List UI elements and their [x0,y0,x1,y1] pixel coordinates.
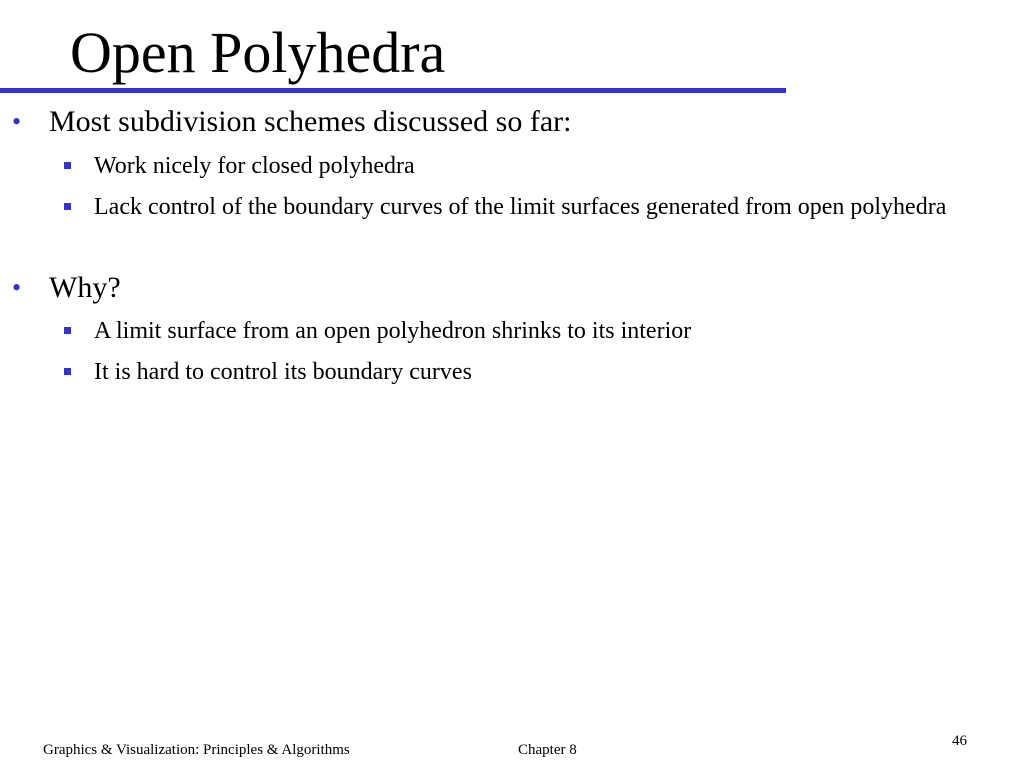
round-bullet-icon: • [12,107,22,136]
sub-bullet-item [94,149,969,183]
bullet-text: Most subdivision schemes discussed so far: [49,105,572,138]
sub-bullet-item [94,190,969,224]
footer-book-title: Graphics & Visualization: Principles & Algorithms [43,742,350,758]
bullet-item [12,270,979,306]
footer-chapter: Chapter 8 [518,742,577,758]
square-bullet-icon [64,203,71,210]
sub-bullet-text: It is hard to control its boundary curves [94,359,472,385]
square-bullet-icon [64,162,71,169]
sub-bullet-item [94,314,969,348]
round-bullet-icon: • [12,273,22,302]
sub-bullet-item [94,355,969,389]
slide-title: Open Polyhedra [70,20,446,85]
sub-bullet-text: Lack control of the boundary curves of the limit surfaces generated from open polyhedra [94,194,947,220]
bullet-item [12,104,979,140]
page-number: 46 [952,733,967,749]
square-bullet-icon [64,368,71,375]
square-bullet-icon [64,327,71,334]
bullet-text: Why? [49,271,121,304]
sub-bullet-text: A limit surface from an open polyhedron shrinks to its interior [94,318,692,344]
sub-bullet-text: Work nicely for closed polyhedra [94,153,415,179]
